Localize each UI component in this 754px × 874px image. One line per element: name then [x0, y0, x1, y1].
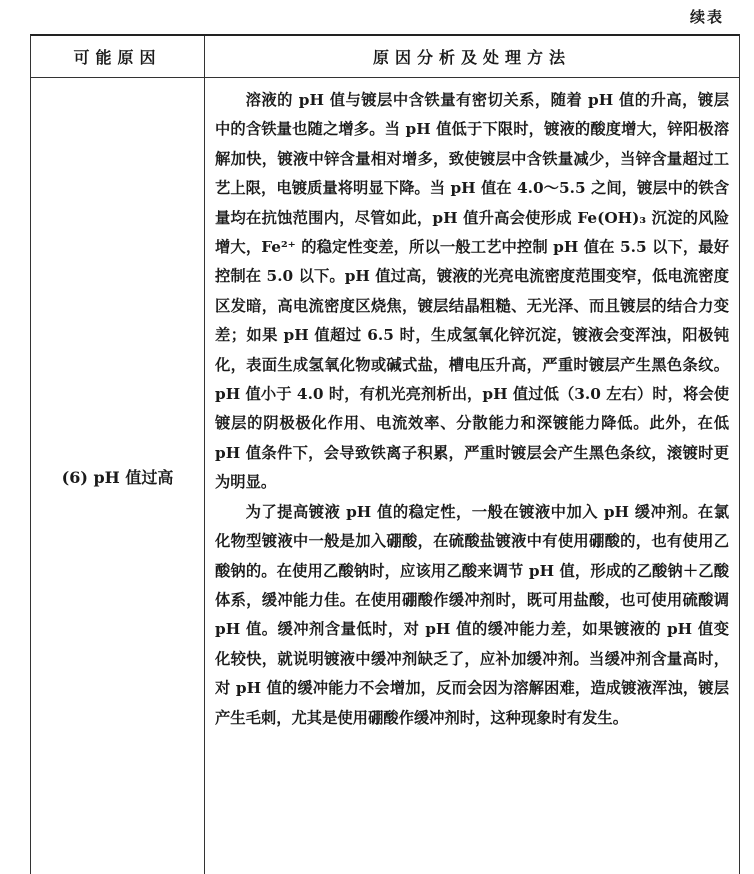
analysis-paragraph-2: 为了提高镀液 pH 值的稳定性，一般在镀液中加入 pH 缓冲剂。在氯化物型镀液中一般是加入硼酸，在硫酸盐镀液中有使用硼酸的，也有使用乙酸钠的。在使用乙酸钠时，应该用乙酸来调节 pH 值，形成的乙酸钠＋乙酸体系，缓冲能力佳。在使用硼酸作缓冲剂时，既可用盐酸，也可使用硫酸调 pH 值。缓冲剂含量低时，对 pH 值的缓冲能力差，如果镀液的 pH 值变化较快，就说明镀液中缓冲剂缺乏了，应补加缓冲剂。当缓冲剂含量高时，对 pH 值的缓冲能力不会增加，反而会因为溶解困难，造成镀液浑浊，镀层产生毛刺，尤其是使用硼酸作缓冲剂时，这种现象时有发生。 [215, 502, 729, 727]
analysis-table [30, 34, 740, 874]
table-header-row [31, 36, 739, 78]
analysis-cell [205, 78, 739, 874]
continued-label: 续表 [689, 8, 724, 26]
header-cause: 可能原因 [31, 36, 205, 77]
header-analysis: 原因分析及处理方法 [372, 48, 571, 67]
table-row [31, 78, 739, 874]
analysis-paragraph-1: 溶液的 pH 值与镀层中含铁量有密切关系，随着 pH 值的升高，镀层中的含铁量也随之增多。当 pH 值低于下限时，镀液的酸度增大，锌阳极溶解加快，镀液中锌含量相对增多，致使镀层中含铁量减少，当锌含量超过工艺上限，电镀质量将明显下降。当 pH 值在 4.0～5.5 之间，镀层中的铁含量均在抗蚀范围内，尽管如此，pH 值升高会使形成 Fe(OH)₃ 沉淀的风险增大，Fe²⁺ 的稳定性变差，所以一般工艺中控制 pH 值在 5.5 以下，最好控制在 5.0 以下。pH 值过高，镀液的光亮电流密度范围变窄，低电流密度区发暗，高电流密度区烧焦，镀层结晶粗糙、无光泽、而且镀层的结合力变差；如果 pH 值超过 6.5 时，生成氢氧化锌沉淀，镀液会变浑浊，阳极钝化，表面生成氢氧化物或碱式盐，槽电压升高，严重时镀层产生黑色条纹。pH 值小于 4.0 时，有机光亮剂析出，pH 值过低（3.0 左右）时，将会使镀层的阴极极化作用、电流效率、分散能力和深镀能力降低。此外，在低 pH 值条件下，会导致铁离子积累，严重时镀层会产生黑色条纹，滚镀时更为明显。 [215, 91, 729, 492]
cause-cell: (6) pH 值过高 [31, 78, 205, 874]
